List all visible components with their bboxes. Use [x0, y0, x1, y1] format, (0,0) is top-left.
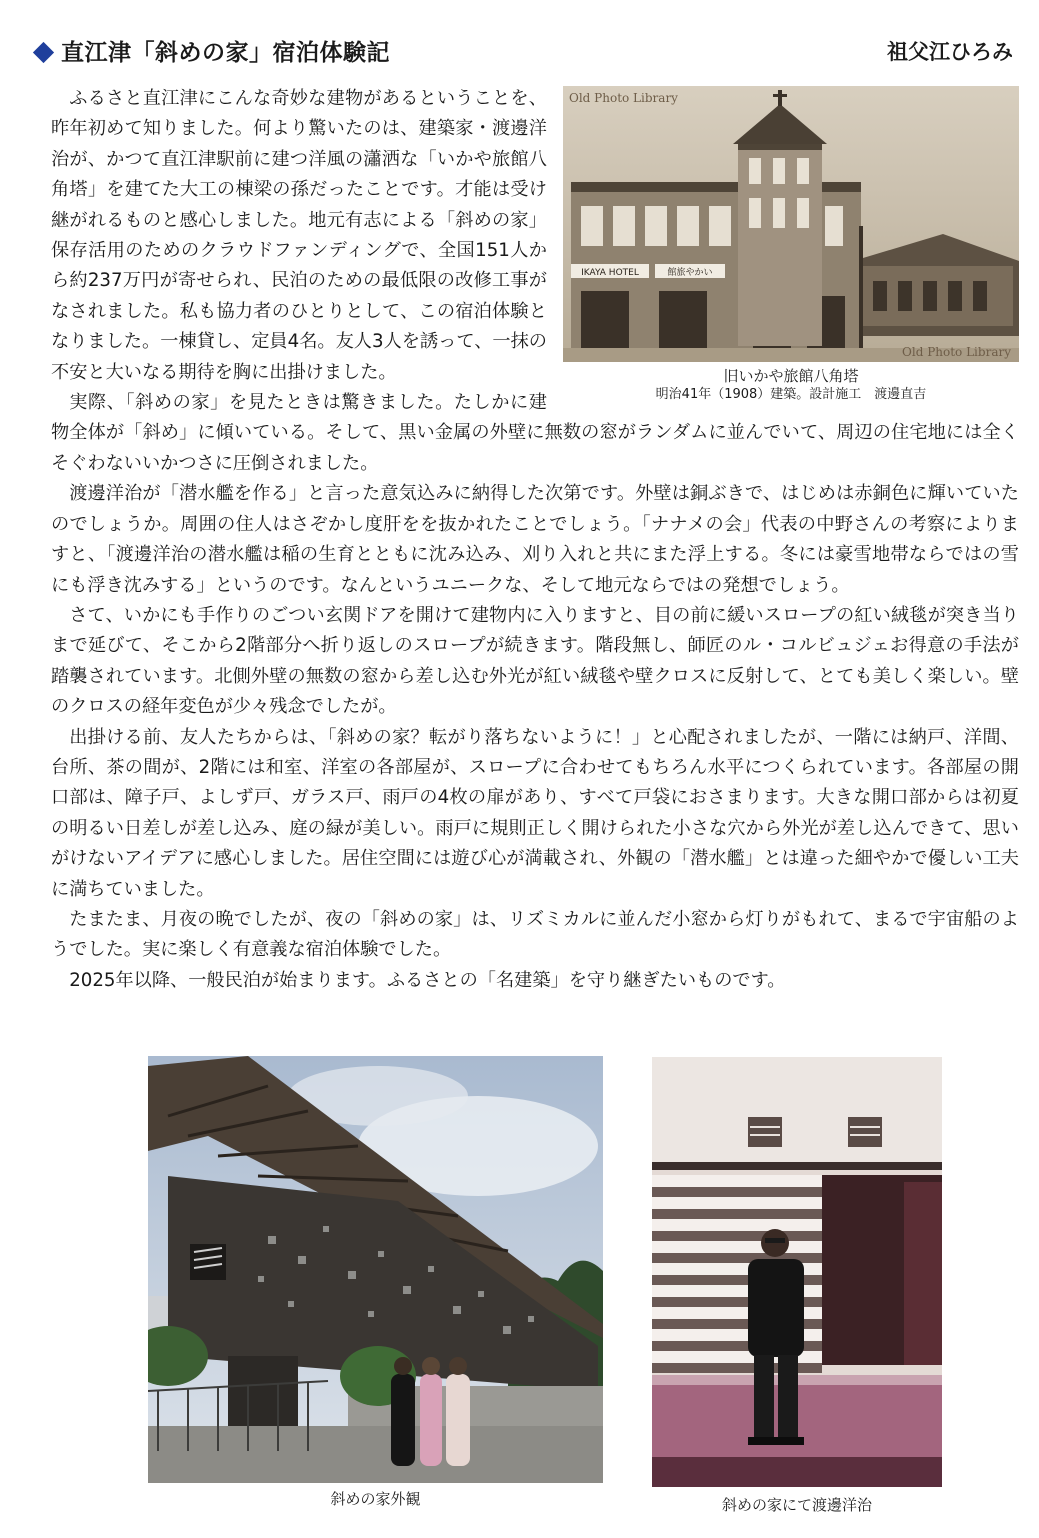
- paragraph-5: 出掛ける前、友人たちからは、「斜めの家？転がり落ちないように！」と心配されましたが、一階には納戸、洋間、台所、茶の間が、2階には和室、洋室の各部屋が、スロープに合わせてもちろん水平につくられています。各部屋の開口部は、障子戸、よしず戸、ガラス戸、雨戸の4枚の扉があり、すべて戸袋におさまります。大きな開口部からは初夏の明るい日差しが差し込み、庭の緑が美しい。雨戸に規則正しく開けられた小さな穴から外光が差し込んできて、思いがけないアイデアに感心しました。居住空間には遊び心が満載され、外観の「潜水艦」とは違った細やかで優しい工夫に満ちていました。: [51, 726, 1019, 900]
- diamond-bullet-icon: [33, 42, 54, 63]
- portrait-photo-caption: 斜めの家にて渡邊洋治: [721, 1496, 872, 1514]
- paragraph-3: 渡邊洋治が「潜水艦を作る」と言った意気込みに納得した次第です。外壁は銅ぶきで、はじめは赤銅色に輝いていたのでしょうか。周囲の住人はさぞかし度肝をを抜かれたことでしょう。「ナナメの会」代表の中野さんの考察によりますと、「渡邊洋治の潜水艦は稲の生育とともに沈み込み、刈り入れと共にまた浮上する。冬には豪雪地帯ならではの雪にも浮き沈みする」というのです。なんというユニークな、そして地元ならではの発想でしょう。: [51, 483, 1019, 596]
- portrait-photo: [652, 1057, 942, 1487]
- article-body: [51, 84, 1019, 996]
- old-photo-figure: [563, 86, 1019, 408]
- hotel-sign-left: IKAYA HOTEL: [581, 268, 639, 278]
- old-ikaya-hotel-photo: [563, 86, 1019, 362]
- exterior-photo-caption: 斜めの家外観: [330, 1490, 421, 1508]
- hotel-sign-right: 館旅やかい: [667, 268, 713, 278]
- exterior-photo: [148, 1056, 603, 1483]
- article-title: [30, 34, 390, 67]
- author-name: 祖父江ひろみ: [887, 40, 1013, 64]
- paragraph-2: 実際、「斜めの家」を見たときは驚きました。たしかに建物全体が「斜め」に傾いている。そして、黒い金属の外壁に無数の窓がランダムに並んでいて、周辺の住宅地には全くそぐわないいかつさに圧倒されました。: [51, 392, 1019, 474]
- old-photo-caption-title: 旧いかや旅館八角塔: [723, 367, 859, 385]
- paragraph-4: さて、いかにも手作りのごつい玄関ドアを開けて建物内に入りますと、目の前に緩いスロープの紅い絨毯が突き当りまで延びて、そこから2階部分へ折り返しのスロープが続きます。階段無し、師匠のル・コルビュジェお得意の手法が踏襲されています。北側外壁の無数の窓から差し込む外光が紅い絨毯や壁クロスに反射して、とても美しく楽しい。壁のクロスの経年変色が少々残念でしたが。: [51, 604, 1019, 718]
- article-title-text: 直江津「斜めの家」宿泊体験記: [61, 40, 390, 66]
- paragraph-1: ふるさと直江津にこんな奇妙な建物があるということを、昨年初めて知りました。何より驚いたのは、建築家・渡邊洋治が、かつて直江津駅前に建つ洋風の瀟洒な「いかや旅館八角塔」を建てた大工の棟梁の孫だったことです。才能は受け継がれるものと感心しました。地元有志による「斜めの家」保存活用のためのクラウドファンディングで、全国151人から約237万円が寄せられ、民泊のための最低限の改修工事がなされました。私も協力者のひとりとして、この宿泊体験となりました。一棟貸し、定員4名。友人3人を誘って、一抹の不安と大いなる期待を胸に出掛けました。: [51, 88, 547, 383]
- paragraph-7: 2025年以降、一般民泊が始まります。ふるさとの「名建築」を守り継ぎたいものです。: [69, 969, 786, 991]
- old-photo-caption-detail: 明治41年（1908）建築。設計施工 渡邊直吉: [655, 387, 927, 402]
- watermark-top: Old Photo Library: [569, 91, 678, 105]
- watermark-bottom: Old Photo Library: [902, 345, 1011, 359]
- paragraph-6: たまたま、月夜の晩でしたが、夜の「斜めの家」は、リズミカルに並んだ小窓から灯りがもれて、まるで宇宙船のようでした。実に楽しく有意義な宿泊体験でした。: [51, 908, 1019, 961]
